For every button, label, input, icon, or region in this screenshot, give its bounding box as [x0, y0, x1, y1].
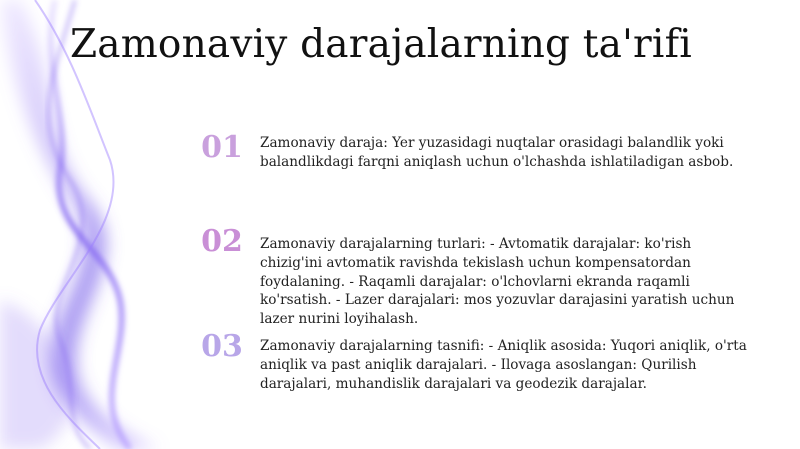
- item-text-02: Zamonaviy darajalarning turlari: - Avtomatik darajalar: ko'rish chizig'ini avtomatik ravishda tekislash uchun kompensatordan foydalaning. - Raqamli darajalar: o'lchovlarni ekranda raqamli ko'rsatish. - Lazer darajalari: mos yozuvlar darajasini yaratish uchun lazer nurini loyihalash.: [260, 236, 735, 328]
- item-number-02: 02: [201, 224, 243, 259]
- item-number-03: 03: [201, 329, 243, 364]
- item-text-03: Zamonaviy darajalarning tasnifi: - Aniqlik asosida: Yuqori aniqlik, o'rta aniqlik va past aniqlik darajalari. - Ilovaga asoslangan: Qurilish darajalari, muhandislik darajalari va geodezik darajalar.: [260, 338, 747, 392]
- slide-title: Zamonaviy darajalarning ta'rifi: [70, 22, 692, 67]
- item-number-01: 01: [201, 130, 243, 165]
- item-text-01: Zamonaviy daraja: Yer yuzasidagi nuqtalar orasidagi balandlik yoki balandlikdagi farqni aniqlash uchun o'lchashda ishlatiladigan asbob.: [260, 135, 734, 170]
